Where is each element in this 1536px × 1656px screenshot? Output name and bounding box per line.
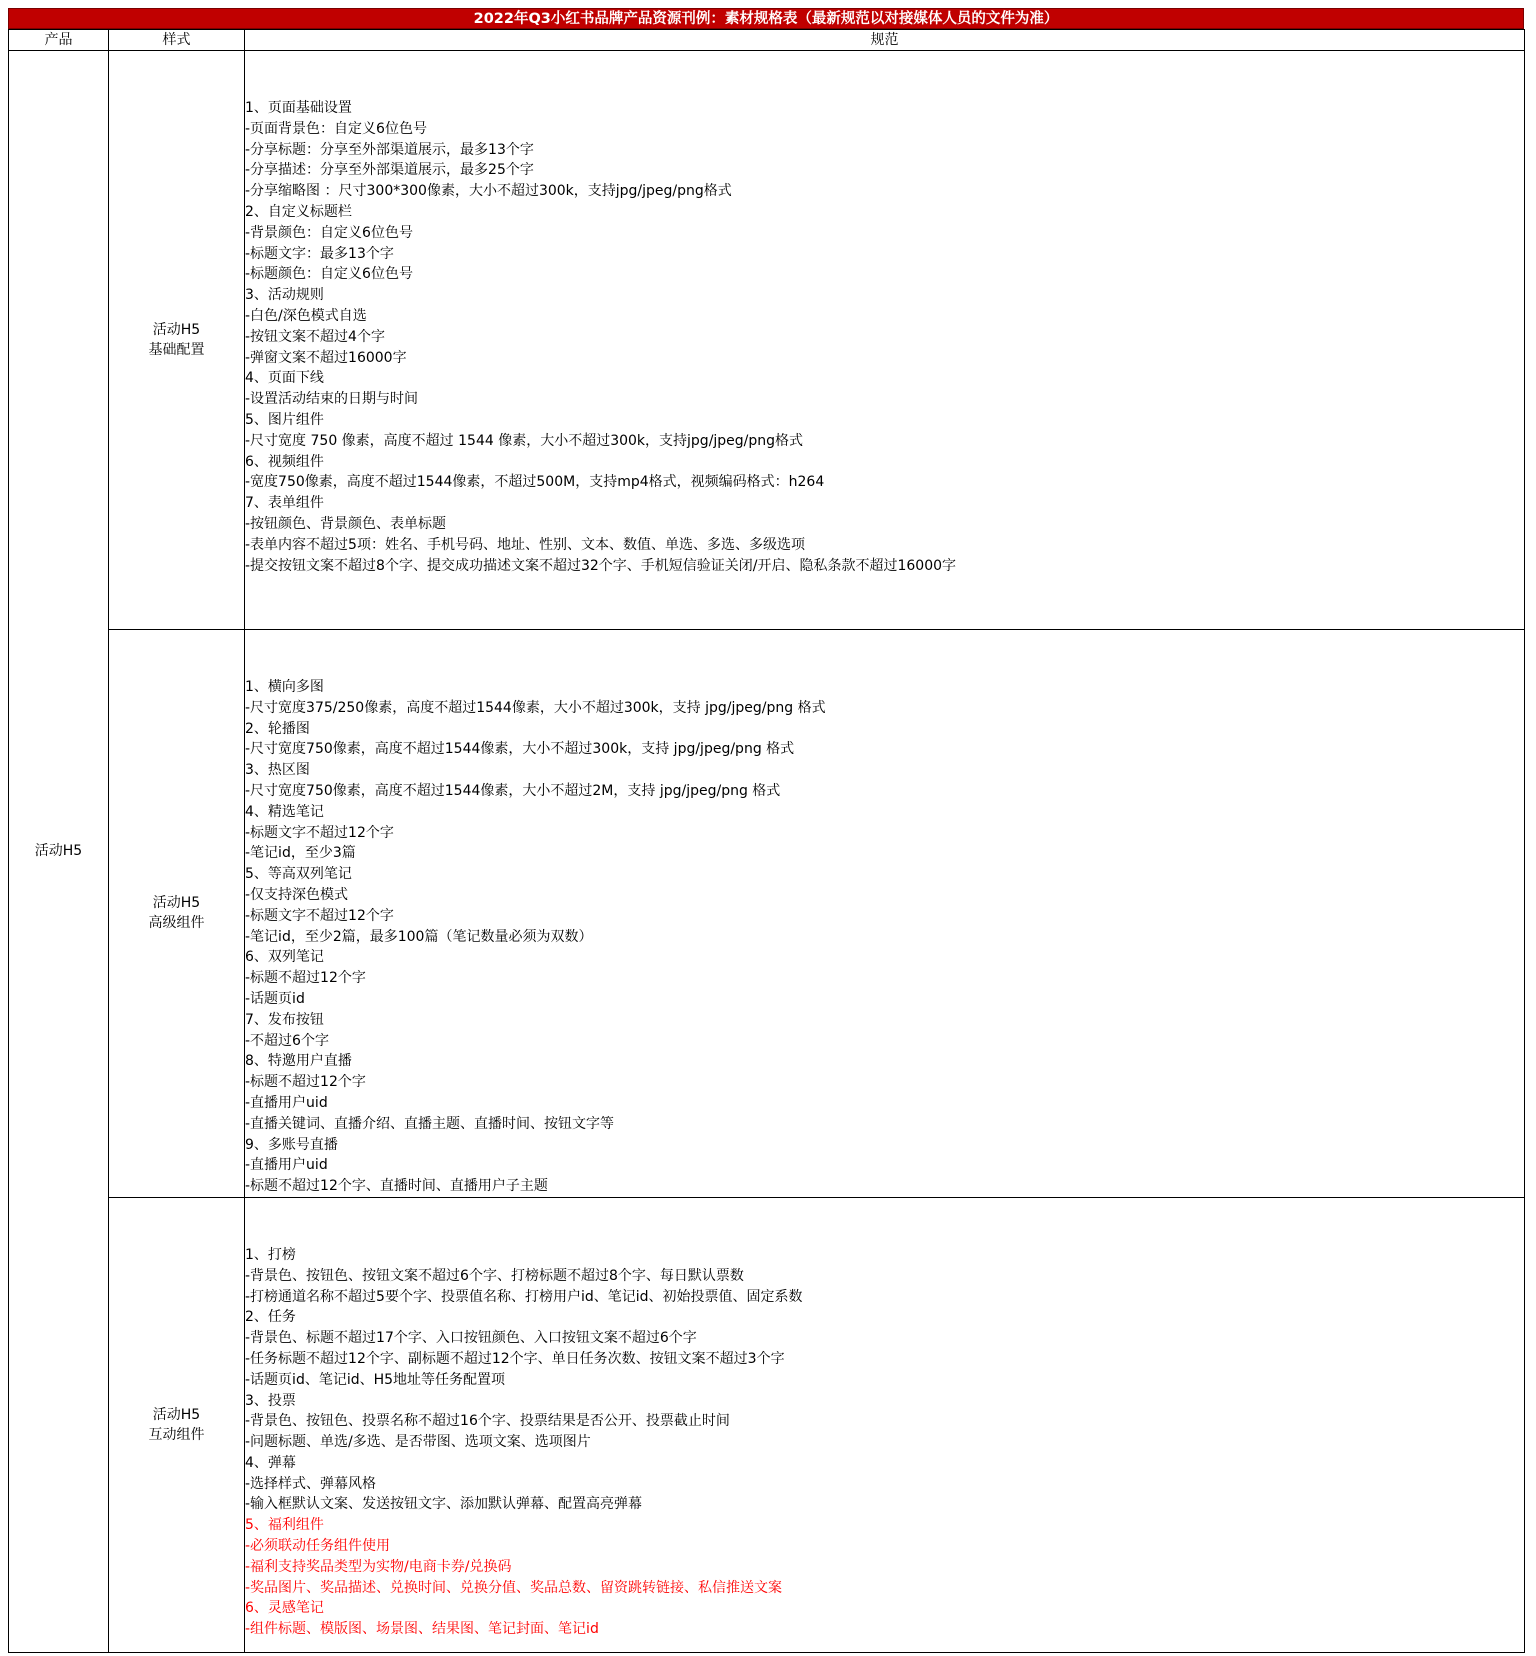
spec-line: -背景颜色：自定义6位色号 — [245, 224, 413, 241]
spec-line: 4、页面下线 — [245, 370, 324, 387]
spec-cell — [245, 1197, 1525, 1652]
spec-line-highlighted: -必须联动任务组件使用 — [245, 1538, 391, 1555]
spec-line: -分享描述：分享至外部渠道展示，最多25个字 — [245, 162, 534, 179]
spreadsheet — [8, 8, 1524, 1653]
spec-line-highlighted: -奖品图片、奖品描述、兑换时间、兑换分值、奖品总数、留资跳转链接、私信推送文案 — [245, 1579, 783, 1596]
spec-table — [8, 29, 1525, 1653]
spec-line: 4、弹幕 — [245, 1454, 296, 1471]
spec-line: -选择样式、弹幕风格 — [245, 1475, 377, 1492]
spec-line: -按钮文案不超过4个字 — [245, 328, 385, 345]
style-label: 高级组件 — [148, 915, 205, 932]
spec-line: -话题页id — [245, 990, 305, 1007]
spec-line: 1、打榜 — [245, 1246, 296, 1263]
style-label: 活动H5 — [152, 895, 201, 912]
spec-line: -直播关键词、直播介绍、直播主题、直播时间、按钮文字等 — [245, 1115, 615, 1132]
style-label: 基础配置 — [148, 342, 205, 358]
header-style: 样式 — [109, 30, 245, 51]
spec-line: -标题文字不超过12个字 — [245, 824, 394, 841]
spec-line: -尺寸宽度750像素，高度不超过1544像素，大小不超过300k，支持 jpg/jpeg/png 格式 — [245, 741, 795, 758]
style-label: 活动H5 — [152, 1406, 201, 1423]
spec-line: -按钮颜色、背景颜色、表单标题 — [245, 515, 447, 532]
spec-line: 7、发布按钮 — [245, 1011, 324, 1028]
spec-line-highlighted: 5、福利组件 — [245, 1517, 324, 1534]
spec-line: -弹窗文案不超过16000字 — [245, 349, 407, 366]
spec-line-highlighted: 6、灵感笔记 — [245, 1600, 324, 1617]
spec-line: 5、图片组件 — [245, 411, 324, 428]
spec-line: -不超过6个字 — [245, 1032, 329, 1049]
header-spec: 规范 — [245, 30, 1525, 51]
spec-line: -标题文字不超过12个字 — [245, 907, 394, 924]
spec-line: 6、双列笔记 — [245, 949, 324, 966]
spec-line: -标题不超过12个字、直播时间、直播用户子主题 — [245, 1178, 548, 1195]
spec-line: -打榜通道名称不超过5要个字、投票值名称、打榜用户id、笔记id、初始投票值、固定系数 — [245, 1288, 803, 1305]
spec-line-highlighted: -福利支持奖品类型为实物/电商卡券/兑换码 — [245, 1558, 512, 1575]
spec-line: 6、视频组件 — [245, 453, 324, 470]
table-row — [9, 51, 1525, 630]
spec-line: -白色/深色模式自选 — [245, 307, 367, 324]
product-cell: 活动H5 — [9, 51, 109, 1653]
spec-line: -仅支持深色模式 — [245, 886, 349, 903]
spec-line: 4、精选笔记 — [245, 803, 324, 820]
spec-line: -尺寸宽度750像素，高度不超过1544像素，大小不超过2M，支持 jpg/jpeg/png 格式 — [245, 782, 781, 799]
spec-line: 7、表单组件 — [245, 495, 324, 512]
header-product: 产品 — [9, 30, 109, 51]
spec-line: -页面背景色：自定义6位色号 — [245, 120, 427, 137]
spec-line: 2、任务 — [245, 1309, 296, 1326]
spec-cell — [245, 51, 1525, 630]
style-cell — [109, 51, 245, 630]
table-row — [9, 1197, 1525, 1652]
spec-line: -标题文字：最多13个字 — [245, 245, 394, 262]
header-row — [9, 30, 1525, 51]
spec-line: 1、页面基础设置 — [245, 100, 352, 116]
spec-line: -提交按钮文案不超过8个字、提交成功描述文案不超过32个字、手机短信验证关闭/开启、隐私条款不超过16000字 — [245, 557, 957, 574]
spec-line: -表单内容不超过5项：姓名、手机号码、地址、性别、文本、数值、单选、多选、多级选项 — [245, 536, 805, 553]
spec-line: -分享标题：分享至外部渠道展示，最多13个字 — [245, 141, 534, 158]
spec-line: -标题颜色：自定义6位色号 — [245, 266, 413, 283]
spec-line: -分享缩略图 ：尺寸300*300像素，大小不超过300k，支持jpg/jpeg/png格式 — [245, 183, 732, 200]
spec-line: -标题不超过12个字 — [245, 1074, 366, 1091]
spec-cell — [245, 630, 1525, 1198]
spec-line: 5、等高双列笔记 — [245, 866, 352, 883]
style-label: 活动H5 — [152, 322, 201, 338]
table-row — [9, 630, 1525, 1198]
spec-line: -尺寸宽度 750 像素，高度不超过 1544 像素，大小不超过300k，支持jpg/jpeg/png格式 — [245, 432, 804, 449]
spec-line: -话题页id、笔记id、H5地址等任务配置项 — [245, 1371, 506, 1388]
spec-line: -问题标题、单选/多选、是否带图、选项文案、选项图片 — [245, 1434, 591, 1451]
spec-line: -直播用户uid — [245, 1094, 328, 1111]
spec-line: -输入框默认文案、发送按钮文字、添加默认弹幕、配置高亮弹幕 — [245, 1496, 643, 1513]
spec-line-highlighted: -组件标题、模版图、场景图、结果图、笔记封面、笔记id — [245, 1621, 599, 1638]
spec-line: -设置活动结束的日期与时间 — [245, 391, 419, 408]
spec-line: -任务标题不超过12个字、副标题不超过12个字、单日任务次数、按钮文案不超过3个字 — [245, 1350, 785, 1367]
spec-line: 3、活动规则 — [245, 287, 324, 304]
spec-line: -笔记id，至少3篇 — [245, 845, 356, 862]
sheet-title: 2022年Q3小红书品牌产品资源刊例：素材规格表（最新规范以对接媒体人员的文件为准） — [8, 8, 1524, 29]
spec-line: -背景色、标题不超过17个字、入口按钮颜色、入口按钮文案不超过6个字 — [245, 1330, 697, 1347]
spec-line: -宽度750像素，高度不超过1544像素，不超过500M，支持mp4格式，视频编码格式：h264 — [245, 474, 825, 491]
spec-line: -尺寸宽度375/250像素，高度不超过1544像素，大小不超过300k，支持 jpg/jpeg/png 格式 — [245, 699, 826, 716]
spec-line: 3、投票 — [245, 1392, 296, 1409]
spec-line: 2、自定义标题栏 — [245, 203, 352, 220]
spec-line: -背景色、按钮色、投票名称不超过16个字、投票结果是否公开、投票截止时间 — [245, 1413, 730, 1430]
spec-line: 2、轮播图 — [245, 720, 310, 737]
spec-line: -标题不超过12个字 — [245, 970, 366, 987]
spec-line: 8、特邀用户直播 — [245, 1053, 352, 1070]
spec-line: 3、热区图 — [245, 762, 310, 779]
spec-line: 9、多账号直播 — [245, 1136, 338, 1153]
spec-line: 1、横向多图 — [245, 679, 324, 695]
style-cell — [109, 630, 245, 1198]
spec-line: -笔记id，至少2篇，最多100篇（笔记数量必须为双数） — [245, 928, 593, 945]
style-cell — [109, 1197, 245, 1652]
spec-line: -直播用户uid — [245, 1157, 328, 1174]
style-label: 互动组件 — [148, 1426, 205, 1443]
spec-line: -背景色、按钮色、按钮文案不超过6个字、打榜标题不超过8个字、每日默认票数 — [245, 1267, 744, 1284]
